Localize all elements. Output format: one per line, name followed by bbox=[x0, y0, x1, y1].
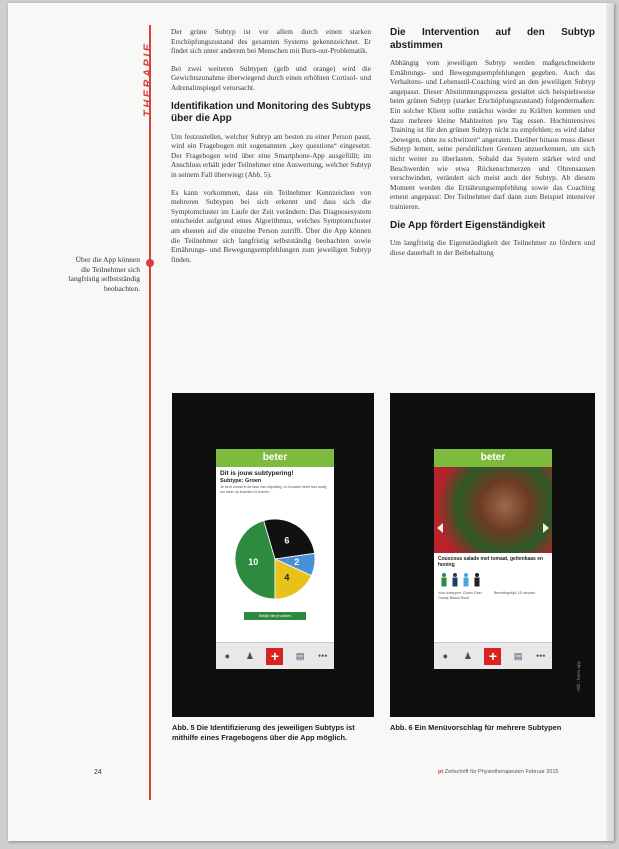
paragraph: Bei zwei weiteren Subtypen (gelb und orange) wird die Gewichtszunahme überwiegend durch einen erhöhten Cortisol- und Adrenalinspiegel verursacht. bbox=[171, 63, 371, 92]
app-header-brand: beter bbox=[434, 449, 552, 467]
more-icon[interactable]: ••• bbox=[317, 651, 328, 661]
pie-label: 6 bbox=[284, 535, 290, 546]
person-icon bbox=[473, 573, 481, 587]
paragraph: Der grüne Subtyp ist vor allem durch einen starken Erschöpfungszustand des gesamten Systems gekennzeichnet. Er findet sich unter anderem bei Menschen mit Burn-out-Problematik. bbox=[171, 27, 371, 56]
phone-screen-menu bbox=[434, 449, 552, 669]
subtype-description: Je bent vooral in de fase van uitputting. Je lichaam heeft rust nodig om weer op krachten te komen. bbox=[220, 485, 327, 494]
profile-icon[interactable]: ● bbox=[442, 651, 449, 661]
pie-label: 2 bbox=[294, 557, 300, 568]
subtype-label: Subtype: Groen bbox=[220, 478, 262, 484]
meal-photo bbox=[434, 467, 552, 553]
figure-5-caption: Abb. 5 Die Identifizierung des jeweiligen Subtyps ist mithilfe eines Fragebogens über die App möglich. bbox=[172, 723, 355, 742]
margin-note-marker bbox=[146, 259, 154, 267]
app-bottom-nav bbox=[216, 642, 334, 669]
person-icon bbox=[440, 573, 448, 587]
plus-icon[interactable]: + bbox=[266, 648, 283, 665]
section-heading: Identifikation und Monitoring des Subtyps über die App bbox=[171, 100, 371, 125]
person-icon bbox=[462, 573, 470, 587]
paragraph: Um langfristig die Eigenständigkeit der Teilnehmer zu fördern und diese dauerhaft in der Beibehaltung bbox=[390, 238, 595, 257]
plus-icon[interactable]: + bbox=[484, 648, 501, 665]
result-title: Dit is jouw subtypering! bbox=[220, 470, 294, 477]
people-icon[interactable]: ♟ bbox=[463, 650, 472, 661]
pie-label: 10 bbox=[248, 557, 259, 568]
subtype-pie-chart bbox=[216, 504, 334, 614]
more-icon[interactable]: ••• bbox=[535, 651, 546, 661]
footer-prefix: pt bbox=[438, 769, 444, 775]
diary-icon[interactable]: ▤ bbox=[295, 650, 305, 661]
page-number: 24 bbox=[94, 769, 102, 776]
page-edge bbox=[606, 3, 614, 841]
next-arrow-icon[interactable] bbox=[543, 523, 549, 533]
magazine-page bbox=[8, 3, 614, 841]
prev-arrow-icon[interactable] bbox=[437, 523, 443, 533]
app-header-brand: beter bbox=[216, 449, 334, 467]
people-icon[interactable]: ♟ bbox=[245, 650, 254, 661]
paragraph: Abhängig vom jeweiligen Subtyp werden maßgeschneiderte Ernährungs- und Bewegungsempfehlungen gegeben. Auch das Verhaltens- und Lebensstil-Coaching wird an den jeweiligen Subtyp angepasst. Dieser Abstimmungsprozess gestaltet sich beispielsweise beim grünen Subtyp (starker Erschöpfungszustand) folgendermaßen: Ein solcher Klient sollte zunächst wieder zu Kräften kommen und dazu mehrere kleine Mahlzeiten pro Tag essen. Hochintensives Training ist für den grünen Subtyp nicht zu empfehlen; es wird daher „bewegen, ohne zu schwitzen“ angeraten. Darüber hinaus muss dieser Subtyp lernen, seine persönlichen Grenzen anzuerkennen, um sich nicht weiter zu überlasten. Sobald das System stärker wird und Beschwerden wie etwa Rückenschmerzen und Ohrensausen verschwinden, verändert sich meist auch der Subtyp. Ab diesem Moment werden die Ernährungsempfehlung sowie das Coaching erneut angepasst: Der Teilnehmer darf dann zum Beispiel intensiver trainieren. bbox=[390, 58, 595, 211]
recipe-subtypes: Voor subtypen: Groen Geel Oranje Blauw Rood bbox=[438, 591, 482, 600]
paragraph: Um festzustellen, welcher Subtyp am besten zu einer Person passt, wird ein Fragebogen mit sogenannten „key questions“ eingesetzt. Der Fragebogen wird über eine Smartphone-App ausgefüllt; im Anschluss erhält jeder Teilnehmer eine Auswertung, welcher Subtyp in seinem Fall überwiegt (Abb. 5). bbox=[171, 131, 371, 179]
footer bbox=[438, 769, 558, 775]
person-icon bbox=[451, 573, 459, 587]
figure-5-photo bbox=[172, 393, 374, 717]
phone-screen-subtype bbox=[216, 449, 334, 669]
subtype-figures bbox=[434, 571, 552, 589]
diary-icon[interactable]: ▤ bbox=[513, 650, 523, 661]
app-bottom-nav bbox=[434, 642, 552, 669]
margin-note: Über die App können die Teilnehmer sich langfristig selbstständig beobachten. bbox=[68, 255, 140, 293]
pie-label: 4 bbox=[284, 572, 290, 583]
section-heading: Die Intervention auf den Subtyp abstimmen bbox=[390, 27, 595, 51]
figure-6-caption: Abb. 6 Ein Menüvorschlag für mehrere Subtypen bbox=[390, 723, 562, 732]
recipe-time: Bereidingstijd: 15 minuten bbox=[494, 591, 536, 595]
profile-icon[interactable]: ● bbox=[224, 651, 231, 661]
advice-button[interactable]: Bekijk hier je advies bbox=[244, 612, 306, 620]
right-column bbox=[390, 27, 595, 265]
recipe-card bbox=[434, 553, 552, 643]
section-rule bbox=[149, 25, 151, 800]
photo-credit: Abb.: beter.app bbox=[576, 661, 581, 692]
figure-6-photo bbox=[390, 393, 595, 717]
paragraph: Es kann vorkommen, dass ein Teilnehmer Kennzeichen von mehreren Subtypen bei sich erkennt und dass sich die Symptomcluster im Laufe der Zeit verändern: Das Diagnosesystem entscheidet aufgrund eines Algorithmus, welches Symptomcluster am ehesten auf die einzelne Person zutrifft. Über die App können die Teilnehmer sich langfristig selbstständig beobachten sowie Ernährungs- und Bewegungsempfehlungen zum jeweiligen Subtyp finden. bbox=[171, 187, 371, 264]
section-label: THERAPIE bbox=[142, 41, 154, 117]
footer-date: Februar 2015 bbox=[525, 769, 559, 775]
section-heading: Die App fördert Eigenständigkeit bbox=[390, 219, 546, 231]
recipe-title: Couscous salade met tomaat, geitenkaas en honing bbox=[438, 556, 544, 568]
footer-journal: Zeitschrift für Physiotherapeuten bbox=[444, 769, 524, 775]
left-column bbox=[171, 27, 371, 272]
